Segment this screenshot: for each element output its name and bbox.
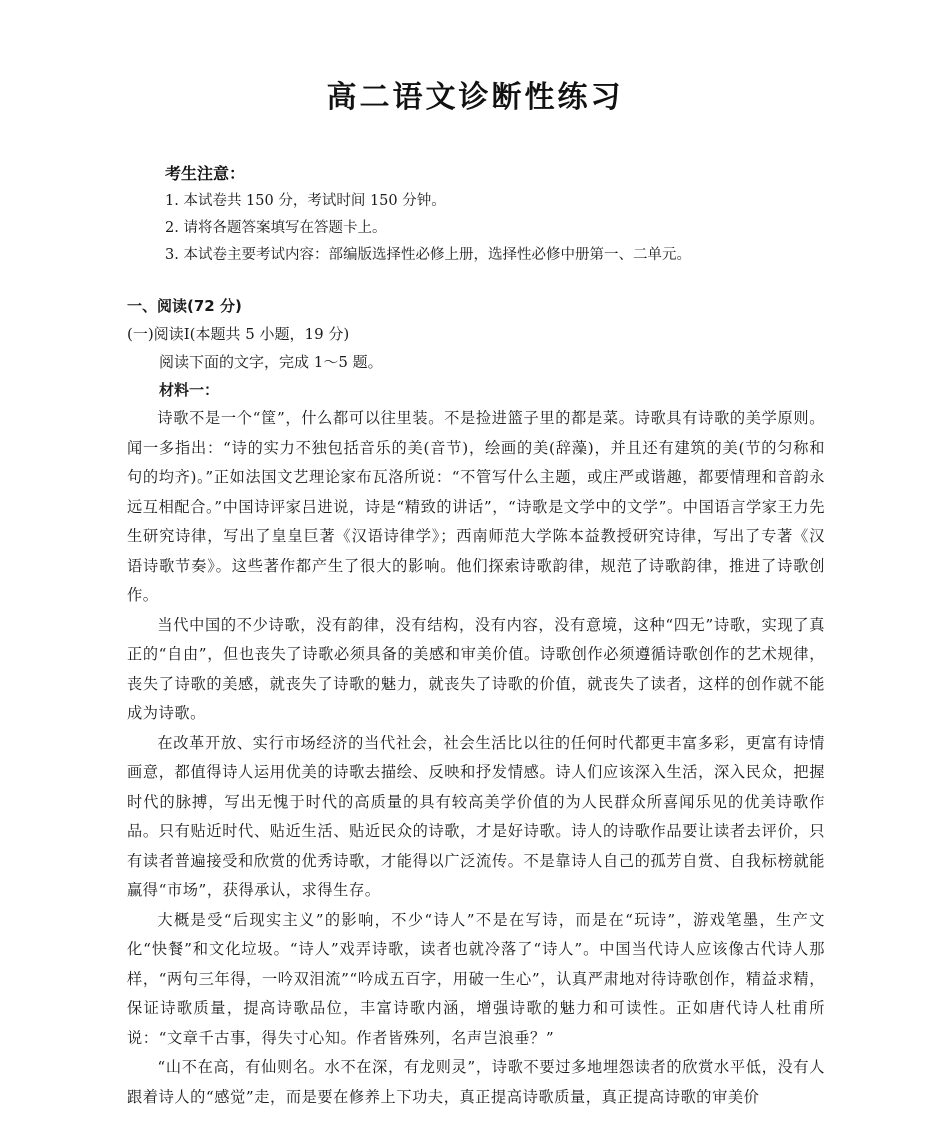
paragraph: 诗歌不是一个“筐”，什么都可以往里装。不是捡进篮子里的都是菜。诗歌具有诗歌的美学原则。闻一多指出：“诗的实力不独包括音乐的美(音节)，绘画的美(辞藻)，并且还有建筑的美(节的匀称和句的均齐)。”正如法国文艺理论家布瓦洛所说：“不管写什么主题，或庄严或谐趣，都要情理和音韵永远互相配合。”中国诗评家吕进说，诗是“精致的讲话”，“诗歌是文学中的文学”。中国语言学家王力先生研究诗律，写出了皇皇巨著《汉语诗律学》；西南师范大学陈本益教授研究诗律，写出了专著《汉语诗歌节奏》。这些著作都产生了很大的影响。他们探索诗歌韵律，规范了诗歌韵律，推进了诗歌创作。 — [127, 409, 825, 604]
paragraph: 大概是受“后现实主义”的影响，不少“诗人”不是在写诗，而是在“玩诗”，游戏笔墨，生产文化“快餐”和文化垃圾。“诗人”戏弄诗歌，读者也就冷落了“诗人”。中国当代诗人应该像古代诗人那样，“两句三年得，一吟双泪流”“吟成五百字，用破一生心”，认真严肃地对待诗歌创作，精益求精，保证诗歌质量，提高诗歌品位，丰富诗歌内涵，增强诗歌的魅力和可读性。正如唐代诗人杜甫所说：“文章千古事，得失寸心知。作者皆殊列，名声岂浪垂？” — [127, 910, 825, 1047]
paragraph: “山不在高，有仙则名。水不在深，有龙则灵”，诗歌不要过多地埋怨读者的欣赏水平低，没有人跟着诗人的“感觉”走，而是要在修养上下功夫，真正提高诗歌质量，真正提高诗歌的审美价 — [127, 1058, 825, 1106]
page-title: 高二语文诊断性练习 — [326, 80, 624, 115]
paragraph: 当代中国的不少诗歌，没有韵律，没有结构，没有内容，没有意境，这种“四无”诗歌，实现了真正的“自由”，但也丧失了诗歌必须具备的美感和审美价值。诗歌创作必须遵循诗歌创作的艺术规律，丧失了诗歌的美感，就丧失了诗歌的魅力，就丧失了诗歌的价值，就丧失了读者，这样的创作就不能成为诗歌。 — [127, 615, 825, 722]
material-label: 材料一： — [159, 381, 220, 399]
reading-instruction: 阅读下面的文字，完成 1～5 题。 — [159, 353, 383, 371]
candidate-notice — [165, 160, 865, 269]
notice-item: 3. 本试卷主要考试内容：部编版选择性必修上册，选择性必修中册第一、二单元。 — [165, 247, 691, 263]
material-body — [127, 404, 825, 1112]
notice-item: 2. 请将各题答案填写在答题卡上。 — [165, 220, 387, 236]
reading-section — [127, 292, 827, 404]
notice-heading: 考生注意： — [165, 164, 246, 183]
paragraph: 在改革开放、实行市场经济的当代社会，社会生活比以往的任何时代都更丰富多彩，更富有诗情画意，都值得诗人运用优美的诗歌去描绘、反映和抒发情感。诗人们应该深入生活，深入民众，把握时代的脉搏，写出无愧于时代的高质量的具有较高美学价值的为人民群众所喜闻乐见的优美诗歌作品。只有贴近时代、贴近生活、贴近民众的诗歌，才是好诗歌。诗人的诗歌作品要让读者去评价，只有读者普遍接受和欣赏的优秀诗歌，才能得以广泛流传。不是靠诗人自己的孤芳自赏、自我标榜就能赢得“市场”，获得承认，求得生存。 — [127, 733, 825, 899]
section-heading: 一、阅读(72 分) — [127, 297, 242, 315]
notice-item: 1. 本试卷共 150 分，考试时间 150 分钟。 — [165, 193, 446, 209]
subsection-heading: (一)阅读Ⅰ(本题共 5 小题，19 分) — [127, 325, 350, 343]
